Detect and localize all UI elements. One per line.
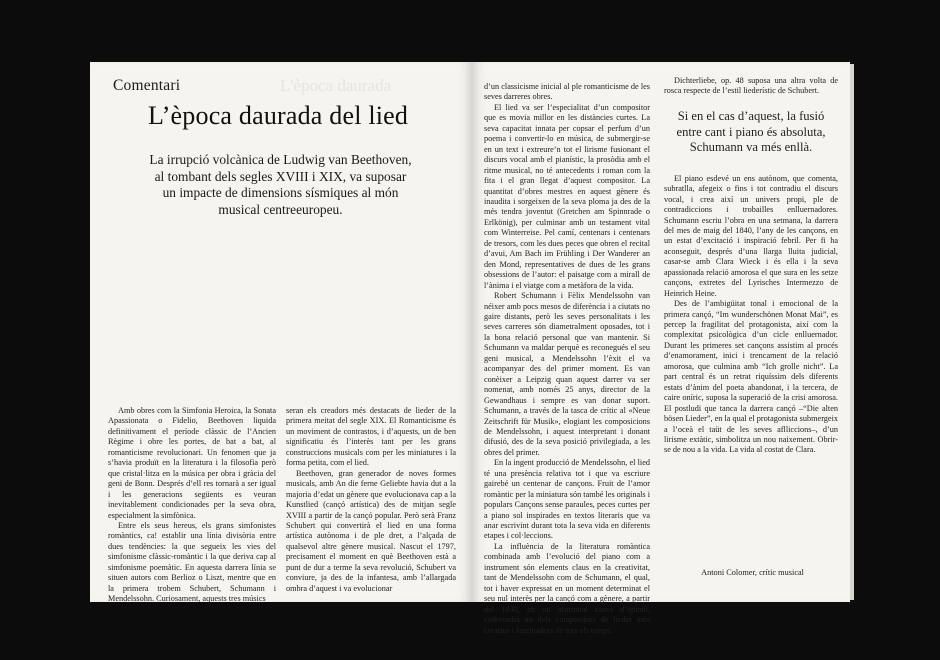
right-column-2: [664, 76, 838, 456]
right-column-1: [484, 82, 650, 636]
paragraph: En la ingent producció de Mendelssohn, el lied té una presència relativa tot i que va escriure gairebé un centenar de cançons. Fruit de l’amor romàntic per la miniatura són també les originals i populars Cançons sense paraules, peces curtes per a piano sol inspirades en textos literaris que va anar escrivint durant tota la seva vida en diferents etapes i col·leccions.: [484, 458, 650, 541]
paragraph: Dichterliebe, op. 48 suposa una altra volta de rosca respecte de l’estil liederístic de Schubert.: [664, 76, 838, 96]
left-page: [90, 62, 472, 602]
paragraph: El lied va ser l’especialitat d’un compositor que es movia millor en les distàncies curtes. La seva capacitat innata per copsar el perfum d’un poema i convertir-lo en música, de submergir-se en un text i extreure’n tot el lirisme fusionant el discurs vocal amb el pianístic, la prosòdia amb el ritme musical, no té antecedents i roman com la fita i el gran llegat d’aquest compositor. La quantitat d’obres mestres en aquest gènere és inaudita i sorgeixen de la seva ploma ja des de la més tendra joventut (Gretchen am Spinnrade o Erlkönig), per culminar amb un testament vital com Winterreise. Pel camí, centenars i centenars de tresors, com les dues peces que obren el recital d’avui, Am Bach im Frühling i Der Wanderer an den Mond, representatives de dues de les grans obsessions de l’autor: el paisatge com a mirall de l’ànima i el viatge com a metàfora de la vida.: [484, 102, 650, 290]
paragraph: La influència de la literatura romàntica combinada amb l’evolució del piano com a instrument són elements claus en la creativitat, tant de Mendelssohn com de Schumann, el qual, tot i haver expressat en un moment determinat el seu nul interès per la cançó com a gènere, a partir del 1840, en un afortunat canvi d’opinió, esdevindrà un dels compositors de lieder més creatius i fascinadors de tots els temps.: [484, 541, 650, 635]
paragraph: Robert Schumann i Fèlix Mendelssohn van néixer amb pocs mesos de diferència i a ciutats no gaire distants, però les seves personalitats i les seves carreres són diametralment oposades, tot i la bona relació personal que van mantenir. Si Schumann va maldar perquè es reconegués el seu geni musical, a Mendelssohn l’èxit el va acompanyar des del primer moment. Es van conèixer a Leipzig quan aquest darrer va ser nomenat, amb només 25 anys, director de la Gewandhaus i sempre es van donar suport. Schumann, a través de la tasca de crític al «Neue Zeitschrift für Musik», elogiant les composicions de Mendelssohn, i aquest interpretant i donant difusió, des de la seva posició privilegiada, a les obres del primer.: [484, 291, 650, 457]
article-title: L’època daurada del lied: [148, 101, 409, 130]
paragraph: seran els creadors més destacats de lieder de la primera meitat del segle XIX. El Romanticisme és un moviment de contrastos, i d’aquests, un de ben significatiu és l’interès tant per les grans construccions musicals com per les miniatures i la forma petita, com el lied.: [286, 406, 456, 468]
paragraph: Entre els seus hereus, els grans simfonistes romàntics, ca! establir una línia divisòria entre dues tendències: la que segueix les vies del simfonisme clàssic-romàntic i la que deriva cap al simfonisme poemàtic. En aquesta darrera línia se situen autors com Berlioz o Liszt, mentre que en la primera trobem Schubert, Schumann i Mendelssohn. Curiosament, aquests tres músics: [108, 520, 276, 604]
magazine-spread: [90, 62, 850, 635]
pull-quote: Si en el cas d’aquest, la fusió entre cant i piano és absoluta, Schumann va més enllà.: [676, 108, 826, 155]
paragraph: El piano esdevé un ens autònom, que comenta, subratlla, afegeix o fins i tot contradiu el discurs vocal, i crea així un univers propi, ple de contradiccions i trobailles enlluernadores. Schumann escriu l’obra en una setmana, la darrera del mes de maig del 1840, l’any de les cançons, en un estat d’excitació i inspiració febril. Per fi ha aconseguit, després d’una llarga lluita judicial, casar-se amb Clara Wieck i és ella i la seva apassionada relació amorosa el que sura en les setze cançons, extretes del Lyrisches Intermezzo de Heinrich Heine.: [664, 173, 838, 298]
left-column-2: [286, 406, 456, 594]
paragraph: d’un classicisme inicial al ple romanticisme de les seves darreres obres.: [484, 82, 650, 102]
paragraph: Beethoven, gran generador de noves formes musicals, amb An die ferne Geliebte havia dut a la majoria d’edat un gènere que evolucionava cap a la Kunstlied (cançó artística) des de mitjan segle XVIII a partir de la cançó popular. Però serà Franz Schubert qui convertirà el lied en una forma artística autònoma i de ple dret, a l’alçada de qualsevol altre gènere musical. Nascut el 1797, precisament el moment en què Beethoven està a punt de dur a terme la seva revolució, Schubert va conviure, ja des de la infantesa, amb l’allargada ombra d’aquest i va evolucionar: [286, 468, 456, 593]
paragraph: Amb obres com la Simfonia Heroica, la Sonata Apassionata o Fidelio, Beethoven liquida definitivament el període clàssic de l’Ancien Règime i obre les portes, de bat a bat, al romanticisme revolucionari. Un fenomen que ja s’havia produït en la literatura i la filosofia però que cristal·litza en la música per obra i gràcia del geni de Bonn. Després d’ell res tornarà a ser igual i les generacions següents es veuran inevitablement condicionades per la seva obra, especialment la simfònica.: [108, 406, 276, 520]
show-through-text: L'època daurada: [280, 76, 392, 95]
section-label: Comentari: [113, 77, 181, 94]
article-lead: La irrupció volcànica de Ludwig van Beethoven, al tombant dels segles XVIII i XIX, va suposar un impacte de dimensions sísmiques al món musical centreeuropeu.: [149, 152, 412, 217]
right-page: [472, 62, 850, 635]
column-body: [664, 174, 838, 456]
left-column-1: [108, 406, 276, 605]
page-edge: [850, 64, 854, 600]
paragraph: Des de l’ambigüitat tonal i emocional de la primera cançó, “Im wunderschönen Monat Mai”, es percep la fragilitat del protagonista, així com la complexitat psicològica d’un cicle enlluernador. Durant les primeres set cançons assistim al procés d’enamorament, inici i trencament de la relació amorosa, que culmina amb “Ich grolle nicht”. La part central és un retrat riquíssim dels diferents estats d’ànim del poeta abandonat, i la tercera, de caire oníric, suposa la superació de la crisi amorosa. El postludi que tanca la darrera cançó –“Die alten bösen Lieder”, en la qual el protagonista submergeix a l’oceà el taüt de les seves aflliccions–, d’un lirisme extàtic, simbolitza un nou naixement. Obrir-se de nou a la vida. La vida al costat de Clara.: [664, 299, 838, 455]
author-credit: Antoni Colomer, crític musical: [701, 568, 804, 577]
